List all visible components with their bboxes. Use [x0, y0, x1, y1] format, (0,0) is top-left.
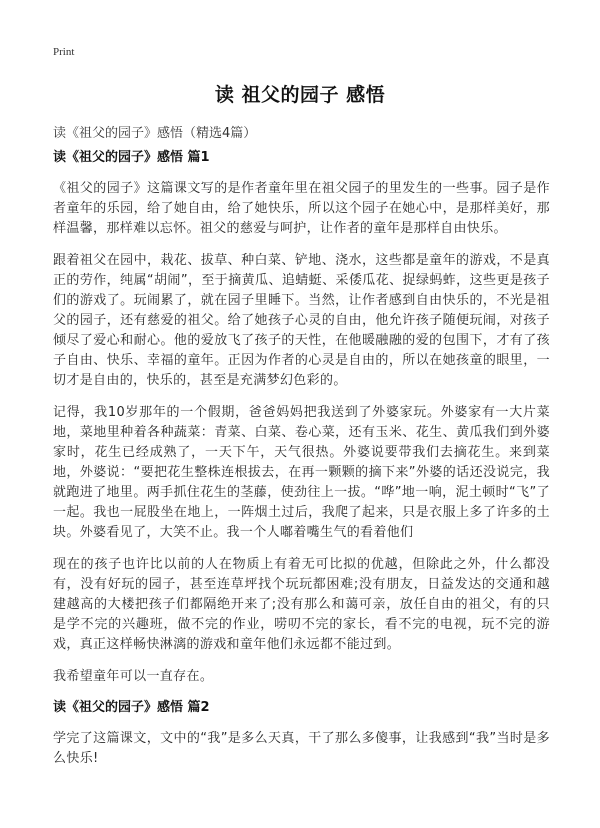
paragraph: 学完了这篇课文，文中的“我”是多么天真，干了那么多傻事，让我感到“我”当时是多么快乐!: [53, 731, 550, 766]
paragraph: 我希望童年可以一直存在。: [53, 669, 214, 684]
paragraph: 记得，我10岁那年的一个假期，爸爸妈妈把我送到了外婆家玩。外婆家有一大片菜地，菜地里种着各种蔬菜：青菜、白菜、卷心菜，还有玉米、花生、黄瓜我们到外婆家时，花生已经成熟了，一天下午，天气很热。外婆说要带我们去摘花生。来到菜地，外婆说：“要把花生整株连根拔去，在再一颗颗的摘下来”外婆的话还没说完，我就跑进了地里。两手抓住花生的茎藤，使劲往上一拔。“哗”地一响，泥土顿时“飞”了一起。我也一屁股坐在地上，一阵烟土过后，我爬了起来，只是衣服上多了许多的土块。外婆看见了，大笑不止。我一个人嘟着嘴生气的看着他们: [53, 405, 550, 540]
paragraph: 现在的孩子也许比以前的人在物质上有着无可比拟的优越，但除此之外，什么都没有，没有好玩的园子，甚至连草坪找个玩玩都困难;没有朋友，日益发达的交通和越建越高的大楼把孩子们都隔绝开来了;没有那么和蔼可亲，放任自由的祖父，有的只是学不完的兴趣班，做不完的作业，唠叨不完的家长，看不完的电视，玩不完的游戏，真正这样畅快淋漓的游戏和童年他们永远都不能过到。: [53, 557, 550, 652]
document-body: [53, 149, 550, 781]
document-subtitle: 读《祖父的园子》感悟（精选4篇）: [53, 126, 257, 141]
paragraph: 跟着祖父在园中，栽花、拔草、种白菜、铲地、浇水，这些都是童年的游戏，不是真正的劳作，纯属“胡闹”，至于摘黄瓜、追蜻蜓、采倭瓜花、捉绿蚂蚱，这些更是孩子们的游戏了。玩闹累了，就在园子里睡下。当然，让作者感到自由快乐的，不光是祖父的园子，还有慈爱的祖父。给了她孩子心灵的自由，他允许孩子随便玩闹，对孩子倾尽了爱心和耐心。他的爱放飞了孩子的天性，在他暖融融的爱的包围下，才有了孩子自由、快乐、幸福的童年。正因为作者的心灵是自由的，所以在她孩童的眼里，一切才是自由的，快乐的，甚至是充满梦幻色彩的。: [53, 253, 550, 388]
print-label: Print: [53, 46, 75, 58]
section-heading-2: 读《祖父的园子》感悟 篇2: [53, 700, 210, 715]
page-title: 读 祖父的园子 感悟: [214, 84, 386, 106]
section-heading-1: 读《祖父的园子》感悟 篇1: [53, 150, 210, 165]
paragraph: 《祖父的园子》这篇课文写的是作者童年里在祖父园子的里发生的一些事。园子是作者童年的乐园，给了她自由，给了她快乐，所以这个园子在她心中，是那样美好，那样温馨，那样难以忘怀。祖父的慈爱与呵护，让作者的童年是那样自由快乐。: [53, 181, 550, 236]
